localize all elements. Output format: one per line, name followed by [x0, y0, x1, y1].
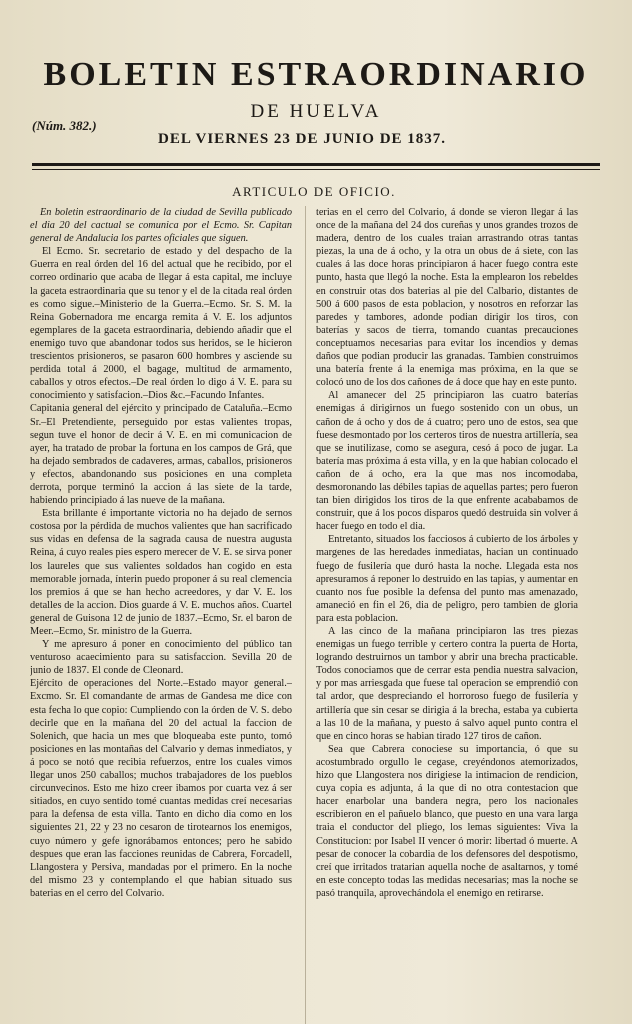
left-column: [30, 206, 292, 1024]
paragraph: Al amanecer del 25 principiaron las cuatro baterías enemigas á dirigirnos un fuego sostenido con un obus, un cañon de á ocho y dos de á cuatro; pero uno de estos, sea que fuese desmontado por los certeros tiros de nuestra artillería, sea que se inutilizase, como se asegura, cesó á poco de jugar. La batería mas próxima á esta villa, y en la que habian colocado el cañon de á ocho, era la que mas nos incomodaba, desmoronando las débiles tapias de aquellas partes; pero fueron tan bien dirigidos los tiros de la que enfrente acababamos de construir, que á los pocos disparos quedó destruida sin volver á hacer fuego en todo el dia.: [316, 390, 578, 533]
header-rule-thick: [32, 163, 600, 166]
paragraph: Y me apresuro á poner en conocimiento del público tan venturoso acaecimiento para su satisfaccion. Sevilla 20 de junio de 1837. El conde de Cleonard.: [30, 639, 292, 677]
paragraph: Ejército de operaciones del Norte.–Estado mayor general.–Excmo. Sr. El comandante de armas de Gandesa me dice con esta fecha lo que copio: Cumpliendo con la órden de V. S. debo decirle que en la mañana del 20 del actual la faccion de Solenich, que hacia un mes que bloqueaba este punto, tomó posiciones en las montañas del Calvario y demas inmediatos, y á poco se notó que recibia refuerzos, entre los cuales vimos llegar unos 250 caballos; muchos trabajadores de los pueblos circunvecinos. Esto me hizo creer ibamos por cuarta vez á ser sitiados, en cuyo sentido tomé cuantas medidas creí necesarias para la defensa de esta villa. Tanto en dicho dia como en los siguientes 21, 22 y 23 no cesaron de tirotearnos los enemigos, cuyo número y gefe ignorábamos entonces; pero he sabido despues que eran las facciones reunidas de Cabrera, Forcadell, Llangostera y Persiva, mandadas por el primero. En la noche del mismo 23 y contemplando el que habian situado sus baterias en el cerro del Colvario.: [30, 678, 292, 899]
paragraph: Capitania general del ejército y principado de Cataluña.–Ecmo Sr.–El Pretendiente, perseguido por estas valientes tropas, segun tuve el honor de decir á V. E. en mi comunicacion de ayer, ha tratado de probar la fortuna en los campos de Grá, que ha dejado sembrados de cadaveres, armas, caballos, prisioneros y efectos, abandonando sus posiciones en una completa derrota, porque terminó la accion á las siete de la tarde, habiendo principiado á las nueve de la mañana.: [30, 403, 292, 507]
masthead-subtitle: DE HUELVA: [250, 101, 382, 122]
section-title: ARTICULO DE OFICIO.: [232, 184, 396, 199]
masthead-title: BOLETIN ESTRAORDINARIO: [43, 56, 589, 93]
paragraph: El Ecmo. Sr. secretario de estado y del despacho de la Guerra en real órden del 16 del actual que he recibido, por el correo ordinario que acaba de llegar á esta capital, me incluye la gaceta estraordinaria que su tenor y el de la citada real órden es como sigue.–Ministerio de la Guerra.–Ecmo. Sr. S. M. la Reina Gobernadora me encarga remita á V. E. los adjuntos egemplares de la gaceta estraordinaria, debiendo añadir que el enemigo tuvo que abandonar todos sus heridos, se le hicieron trescientos prisioneros, se pasaron 600 hombres y asciende su perdida total á 2000, el bagage, multitud de armamento, caballos y otros efectos.–De real órden lo digo á V. E. para su conocimiento y satisfacion.–Dios &c.–Facundo Infantes.: [30, 246, 292, 402]
dateline: DEL VIERNES 23 DE JUNIO DE 1837.: [158, 131, 447, 147]
paragraph: Entretanto, situados los facciosos á cubierto de los árboles y margenes de las heredades inmediatas, hacian un continuado fuego de fusilería que duró hasta la noche. Llegada esta nos apresuramos á reponer lo destruido en las tapias, y aumentar en cuanto nos fue posible la defensa del punto mas amenazado, amaneció en fin el 26, dia de peligro, pero tambien de gloria para esta poblacion.: [316, 534, 578, 624]
paragraph: terias en el cerro del Colvario, á donde se vieron llegar á las once de la mañana del 24 dos cureñas y unos grandes trozos de madera, dentro de los cuales traian arrastrando otras tantas piezas, la una de á ocho, y la otra un obus de á siete, con las cuales á las doce horas principiaron á hacer fuego contra este punto, hasta que llegó la noche. Esta la emplearon los rebeldes en construir otas dos baterias al pie del Calbario, distantes de 500 á 600 pasos de esta poblacion, y nosotros en reforzar las paredes y tambores, adonde podian dirigir los tiros, con baterías y sacos de tierra, tomando cuantas precauciones conceptuamos necesarias para evitar los incendios y demas daños que podian producir las granadas. Tambien construimos una batería frente á la enemiga mas próxima, en la que se colocó uno de los dos cañones de á doce que hay en este punto.: [316, 207, 578, 389]
paragraph: Sea que Cabrera conociese su importancia, ó que su acostumbrado orgullo le cegase, creyéndonos atemorizados, hizo que Llangostera nos dirigiese la intimacion de rendicion, cuya copia es adjunta, á la que di no otra contestacion que hacer enarbolar una bandera negra, pero los nacionales escribieron en el pañuelo blanco, que puesto en una vara larga traia el conductor del pliego, los lemas siguientes: Viva la Constitucion: por Isabel II vencer ó morir: libertad ó muerte. A pesar de conocer la cobardia de los defensores del despotismo, creí que irritados tratarian aquella noche de asaltarnos, y tomé en este concepto todas las medidas necesarias; mas la noche se pasó tranquila, aprovechándola el enemigo en retirarse.: [316, 743, 578, 899]
right-column: [316, 206, 578, 1024]
column-divider: [305, 206, 306, 1024]
paragraph: Esta brillante é importante victoria no ha dejado de sernos costosa por la pérdida de muchos valientes que han sacrificado sus vidas en defensa de la sagrada causa de nuestra augusta Reina, á cuyo reales pies espero merecer de V. E. se sirva poner los laureles que sus valientes soldados han cogido en esta memorable jornada, ínterin puedo proponer á su real clemencia los premios á que se han hecho acreedores, y dar V. E. los detalles de la accion. Dios guarde á V. E. muchos años. Cuartel general de Guisona 12 de junio de 1837.–Ecmo, Sr. el baron de Meer.–Ecmo, Sr. ministro de la Guerra.: [30, 508, 292, 637]
paragraph: A las cinco de la mañana principiaron las tres piezas enemigas un fuego terrible y certero contra la puerta de Horta, logrando destruirnos un tambor y abrir una brecha practicable. Todos conociamos que de cerrar esta pendia nuestra salvacion, y por mas arriesgada que fuese tal operacion se emprendió con tal ardor, que despreciando el horroroso fuego de fusilería y artillería que sin cesar se dirigia á la brecha, estaba ya cubierta a las 10 de la mañana, y puesto á salvo aquel punto contra el que en cinco horas se habian tirado 127 tiros de cañon.: [316, 626, 578, 742]
issue-number: (Núm. 382.): [32, 118, 97, 133]
intro-paragraph: En boletin estraordinario de la ciudad de Sevilla publicado el dia 20 del cactual se comunica por el Ecmo. Sr. Capitan general de Andalucia los partes oficiales que siguen.: [30, 207, 292, 245]
header-rule-thin: [32, 169, 600, 170]
